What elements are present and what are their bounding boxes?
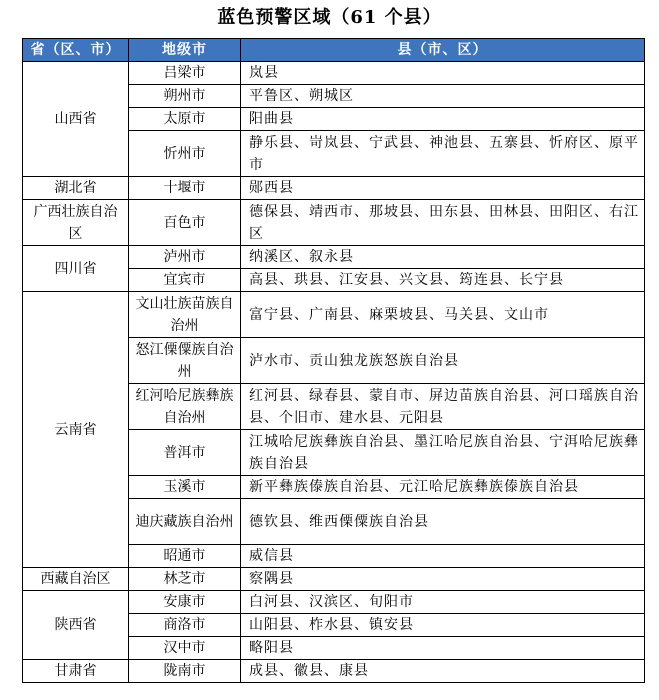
city-cell: 文山壮族苗族自治州 [129,292,241,338]
county-cell: 静乐县、岢岚县、宁武县、神池县、五寨县、忻府区、原平市 [241,131,645,177]
city-cell: 十堰市 [129,177,241,200]
table-row [23,591,645,614]
county-cell: 红河县、绿春县、蒙自市、屏边苗族自治县、河口瑶族自治县、个旧市、建水县、元阳县 [241,384,645,430]
table-header-row [23,39,645,62]
table-row [23,62,645,85]
city-cell: 朔州市 [129,85,241,108]
table-row [23,200,645,246]
county-cell: 德保县、靖西市、那坡县、田东县、田林县、田阳区、右江区 [241,200,645,246]
county-cell: 阳曲县 [241,108,645,131]
city-cell: 玉溪市 [129,476,241,499]
page-title: 蓝色预警区域（61 个县） [217,7,442,28]
city-cell: 商洛市 [129,614,241,637]
header-city: 地级市 [129,39,241,62]
city-cell: 吕梁市 [129,62,241,85]
province-cell: 四川省 [23,246,129,292]
county-cell: 新平彝族傣族自治县、元江哈尼族彝族傣族自治县 [241,476,645,499]
county-cell: 郧西县 [241,177,645,200]
county-cell: 威信县 [241,545,645,568]
county-cell: 略阳县 [241,637,645,660]
county-cell: 纳溪区、叙永县 [241,246,645,269]
city-cell: 迪庆藏族自治州 [129,499,241,545]
county-cell: 白河县、汉滨区、旬阳市 [241,591,645,614]
city-cell: 忻州市 [129,131,241,177]
county-cell: 高县、珙县、江安县、兴文县、筠连县、长宁县 [241,269,645,292]
city-cell: 林芝市 [129,568,241,591]
county-cell: 成县、徽县、康县 [241,660,645,683]
city-cell: 太原市 [129,108,241,131]
city-cell: 泸州市 [129,246,241,269]
province-cell: 西藏自治区 [23,568,129,591]
province-cell: 山西省 [23,62,129,177]
city-cell: 安康市 [129,591,241,614]
city-cell: 汉中市 [129,637,241,660]
province-cell: 云南省 [23,292,129,568]
header-province: 省（区、市） [23,39,129,62]
province-cell: 湖北省 [23,177,129,200]
county-cell: 德钦县、维西傈僳族自治县 [241,499,645,545]
warning-area-table [22,38,645,683]
province-cell: 甘肃省 [23,660,129,683]
city-cell: 宜宾市 [129,269,241,292]
table-row [23,660,645,683]
table-row [23,568,645,591]
county-cell: 平鲁区、朔城区 [241,85,645,108]
city-cell: 百色市 [129,200,241,246]
city-cell: 陇南市 [129,660,241,683]
city-cell: 红河哈尼族彝族自治州 [129,384,241,430]
table-row [23,177,645,200]
province-cell: 陕西省 [23,591,129,660]
county-cell: 富宁县、广南县、麻栗坡县、马关县、文山市 [241,292,645,338]
table-body [23,62,645,683]
city-cell: 昭通市 [129,545,241,568]
table-row [23,246,645,269]
county-cell: 察隅县 [241,568,645,591]
county-cell: 山阳县、柞水县、镇安县 [241,614,645,637]
county-cell: 泸水市、贡山独龙族怒族自治县 [241,338,645,384]
county-cell: 江城哈尼族彝族自治县、墨江哈尼族自治县、宁洱哈尼族彝族自治县 [241,430,645,476]
province-cell: 广西壮族自治区 [23,200,129,246]
header-county: 县（市、区） [241,39,645,62]
city-cell: 怒江傈僳族自治州 [129,338,241,384]
county-cell: 岚县 [241,62,645,85]
city-cell: 普洱市 [129,430,241,476]
table-row [23,292,645,338]
